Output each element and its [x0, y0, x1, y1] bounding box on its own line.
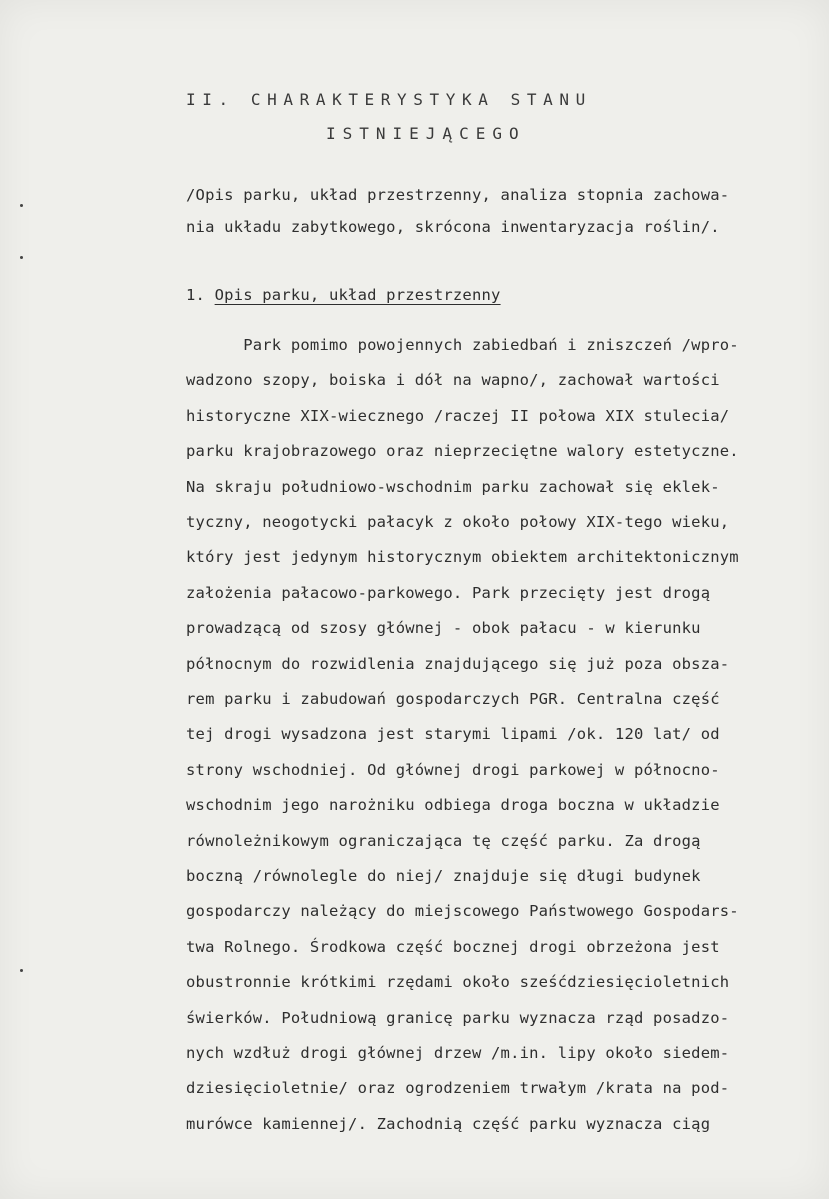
- body-line: świerków. Południową granicę parku wyznacza rząd posadzo-: [186, 1008, 730, 1027]
- body-line: założenia pałacowo-parkowego. Park przecięty jest drogą: [186, 583, 711, 602]
- body-line: boczną /równolegle do niej/ znajduje się długi budynek: [186, 867, 701, 885]
- body-line: obustronnie krótkimi rzędami około sześćdziesięcioletnich: [186, 973, 730, 992]
- margin-dot: [20, 204, 23, 207]
- body-line: strony wschodniej. Od głównej drogi parkowej w północno-: [186, 760, 720, 779]
- body-line: parku krajobrazowego oraz nieprzeciętne walory estetyczne.: [186, 442, 739, 461]
- section-title: Opis parku, układ przestrzenny: [214, 286, 501, 304]
- margin-dot: [20, 256, 23, 259]
- body-line: nych wzdłuż drogi głównej drzew /m.in. lipy około siedem-: [186, 1044, 730, 1062]
- body-line: gospodarczy należący do miejscowego Państwowego Gospodars-: [186, 902, 739, 921]
- body-line: wschodnim jego narożniku odbiega droga boczna w układzie: [186, 796, 720, 815]
- body-line: tej drogi wysadzona jest starymi lipami /ok. 120 lat/ od: [186, 725, 720, 744]
- chapter-heading-line-2: ISTNIEJĄCEGO: [326, 124, 526, 143]
- body-line: Park pomimo powojennych zabiedbań i zniszczeń /wpro-: [186, 336, 739, 354]
- chapter-subtitle-line-2: nia układu zabytkowego, skrócona inwentaryzacja roślin/.: [186, 218, 720, 236]
- chapter-subtitle-line-1: /Opis parku, układ przestrzenny, analiza stopnia zachowa-: [186, 186, 730, 204]
- body-line: twa Rolnego. Środkowa część bocznej drogi obrzeżona jest: [186, 937, 720, 956]
- body-line: Na skraju południowo-wschodnim parku zachował się eklek-: [186, 477, 720, 496]
- body-line: murówce kamiennej/. Zachodnią część parku wyznacza ciąg: [186, 1114, 711, 1133]
- body-line: równoleżnikowym ograniczająca tę część parku. Za drogą: [186, 831, 701, 850]
- body-line: historyczne XIX-wiecznego /raczej II połowa XIX stulecia/: [186, 406, 730, 425]
- body-line: rem parku i zabudowań gospodarczych PGR. Centralna część: [186, 690, 720, 708]
- section-number: 1.: [186, 286, 215, 304]
- body-line: który jest jedynym historycznym obiektem architektonicznym: [186, 548, 739, 567]
- margin-dot: [20, 969, 23, 972]
- body-line: wadzono szopy, boiska i dół na wapno/, zachował wartości: [186, 371, 720, 390]
- chapter-heading-line-1: II. CHARAKTERYSTYKA STANU: [186, 90, 592, 109]
- section-heading: [186, 286, 501, 304]
- body-line: północnym do rozwidlenia znajdującego się już poza obsza-: [186, 654, 730, 673]
- body-line: tyczny, neogotycki pałacyk z około połowy XIX-tego wieku,: [186, 513, 730, 531]
- body-line: dziesięcioletnie/ oraz ogrodzeniem trwałym /krata na pod-: [186, 1079, 730, 1098]
- body-line: prowadzącą od szosy głównej - obok pałacu - w kierunku: [186, 619, 701, 638]
